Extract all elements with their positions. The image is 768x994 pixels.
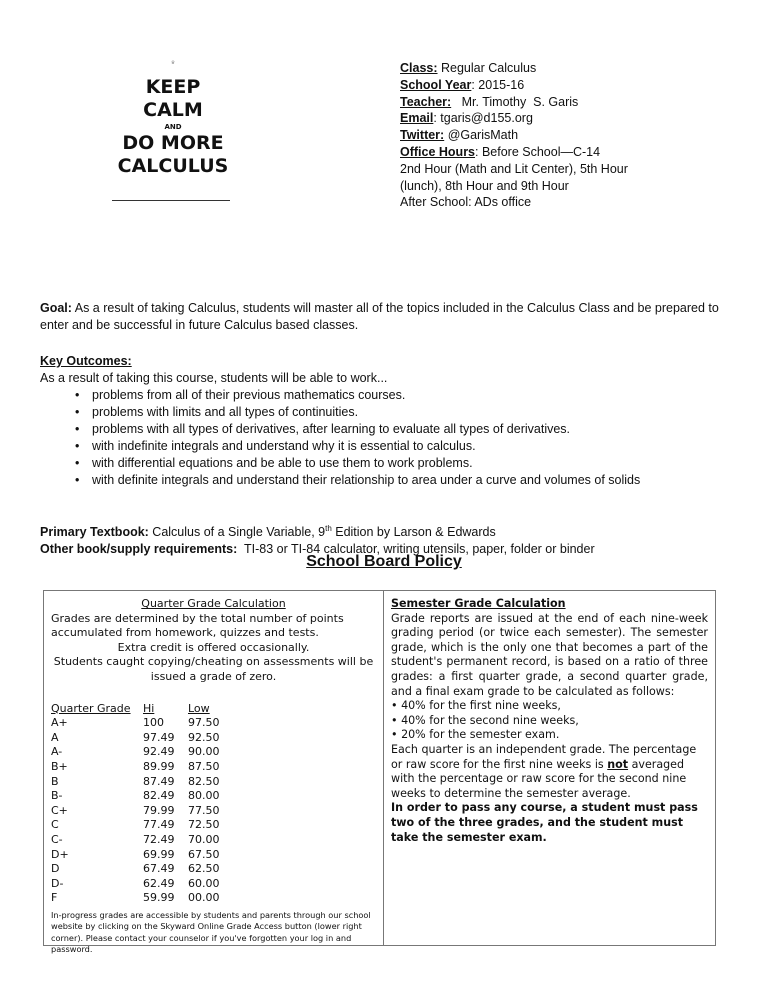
table-cell: 72.49 — [143, 832, 175, 846]
table-cell: D- — [51, 876, 64, 890]
other-label: Other book/supply requirements: — [40, 542, 238, 557]
list-item: • problems with all types of derivatives, after learning to evaluate all types of derivatives. — [75, 421, 740, 438]
keep-calm-logo — [112, 60, 234, 201]
table-cell: A+ — [51, 716, 68, 730]
grade-table — [51, 702, 376, 906]
logo-text: DO MORE — [122, 132, 224, 154]
table-row — [51, 891, 376, 906]
table-row — [51, 760, 376, 775]
table-cell: D — [51, 862, 60, 876]
semester-pass-rule: In order to pass any course, a student must pass two of the three grades, and the student must take the semester exam. — [391, 801, 698, 844]
table-cell: 79.99 — [143, 803, 175, 817]
table-cell: 82.49 — [143, 789, 175, 803]
policy-table — [43, 590, 716, 955]
table-cell: 92.49 — [143, 745, 175, 759]
table-cell: 59.99 — [143, 891, 175, 905]
key-outcomes — [40, 353, 740, 489]
quarter-grade-cell — [44, 591, 384, 955]
teacher-label: Teacher: — [400, 94, 452, 109]
table-cell: C+ — [51, 803, 68, 817]
table-cell: 00.00 — [188, 891, 220, 905]
list-item: • problems from all of their previous mathematics courses. — [75, 387, 740, 404]
table-cell: 62.50 — [188, 862, 220, 876]
class-label: Class: — [400, 61, 438, 75]
quarter-title: Quarter Grade Calculation — [141, 597, 286, 610]
office-hours-line: After School: ADs office — [400, 195, 532, 210]
table-row — [51, 716, 376, 731]
semester-text: averaged with the percentage or raw score for the second nine weeks to determine the semester average. — [391, 757, 687, 800]
table-cell: 97.49 — [143, 730, 175, 744]
other-text: TI-83 or TI-84 calculator, writing utensils, paper, folder or binder — [237, 542, 595, 557]
quarter-text: Students caught copying/cheating on assessments will be issued a grade of zero. — [53, 655, 374, 683]
list-item: • with definite integrals and understand their relationship to area under a curve and volumes of solids — [75, 472, 740, 489]
quarter-text: Grades are determined by the total number of points accumulated from homework, quizzes and tests. — [51, 611, 344, 640]
list-item: • 20% for the semester exam. — [391, 728, 560, 742]
table-cell: 60.00 — [188, 876, 220, 890]
table-row — [51, 789, 376, 804]
class-value: Regular Calculus — [437, 61, 537, 75]
twitter-value: @GarisMath — [444, 128, 519, 143]
table-row — [51, 775, 376, 790]
table-cell: 97.50 — [188, 716, 220, 730]
table-cell: 70.00 — [188, 832, 220, 846]
header-cell: Low — [188, 701, 210, 715]
class-info — [400, 60, 628, 211]
table-cell: B+ — [51, 759, 68, 773]
table-row — [51, 745, 376, 760]
grade-header — [51, 702, 376, 717]
primary-text: Edition by Larson & Edwards — [331, 525, 496, 540]
teacher-value: Mr. Timothy S. Garis — [451, 94, 579, 109]
table-row — [51, 862, 376, 877]
table-cell: D+ — [51, 847, 69, 861]
table-cell: A- — [51, 745, 63, 759]
email-label: Email — [400, 111, 434, 126]
list-item: • 40% for the first nine weeks, — [391, 699, 561, 713]
goal-label: Goal: — [40, 301, 72, 315]
table-cell: B — [51, 774, 59, 788]
crown-icon: ♛ — [170, 60, 176, 66]
table-row — [51, 877, 376, 892]
primary-sup: th — [325, 524, 332, 533]
table-cell: 80.00 — [188, 789, 220, 803]
table-row — [51, 833, 376, 848]
table-cell: 87.49 — [143, 774, 175, 788]
goal-text: As a result of taking Calculus, students will master all of the topics included in the Calculus Class and be prepared to enter and be successful in future Calculus based classes. — [40, 301, 719, 332]
policy-title: School Board Policy — [306, 553, 462, 570]
table-cell: 82.50 — [188, 774, 220, 788]
outcomes-label: Key Outcomes: — [40, 354, 132, 368]
table-cell: 87.50 — [188, 759, 220, 773]
table-cell: 67.50 — [188, 847, 220, 861]
office-hours-line: (lunch), 8th Hour and 9th Hour — [400, 178, 569, 193]
list-item: • with differential equations and be able to use them to work problems. — [75, 455, 740, 472]
table-cell: 92.50 — [188, 730, 220, 744]
semester-text: Grade reports are issued at the end of each nine-week grading period (or twice each semester). The semester grade, which is the only one that becomes a part of the student's permanent record, is based on a ratio of three grades: a first quarter grade, a second quarter grade, and a final exam grade to be calculated as follows: — [391, 611, 708, 698]
table-cell: C- — [51, 832, 63, 846]
year-label: School Year — [400, 77, 472, 92]
header-cell: Hi — [143, 701, 155, 715]
emphasis: not — [607, 757, 629, 771]
quarter-text: Extra credit is offered occasionally. — [117, 640, 310, 654]
office-hours-line: 2nd Hour (Math and Lit Center), 5th Hour — [400, 161, 628, 176]
table-cell: 77.50 — [188, 803, 220, 817]
grade-access-note: In-progress grades are accessible by students and parents through our school website by clicking on the Skyward Online Grade Access button (lower right corner). Please contact your counselor if you've forgotten your log in and password. — [51, 909, 371, 955]
email-value[interactable]: : tgaris@d155.org — [433, 111, 533, 126]
list-item: • 40% for the second nine weeks, — [391, 713, 579, 727]
primary-label: Primary Textbook: — [40, 525, 149, 540]
year-value: : 2015-16 — [471, 77, 525, 92]
table-cell: 90.00 — [188, 745, 220, 759]
divider — [112, 200, 230, 201]
table-cell: 77.49 — [143, 818, 175, 832]
table-cell: F — [51, 891, 58, 905]
list-item: • problems with limits and all types of continuities. — [75, 404, 740, 421]
table-row — [51, 848, 376, 863]
table-cell: C — [51, 818, 59, 832]
header-cell: Quarter Grade — [51, 701, 131, 715]
outcomes-intro: As a result of taking this course, students will be able to work... — [40, 371, 388, 385]
table-cell: B- — [51, 789, 63, 803]
table-row — [51, 818, 376, 833]
semester-text: Each quarter is an independent grade. The percentage or raw score for the first nine weeks is — [391, 742, 697, 771]
office-label: Office Hours — [400, 144, 476, 159]
logo-text: AND — [164, 123, 182, 131]
office-value: : Before School—C-14 — [475, 144, 601, 159]
logo-text: CALM — [143, 99, 203, 121]
goal-section — [40, 300, 730, 334]
table-cell: 72.50 — [188, 818, 220, 832]
table-cell: 69.99 — [143, 847, 175, 861]
table-cell: 100 — [143, 716, 164, 730]
table-cell: 67.49 — [143, 862, 175, 876]
list-item: • with indefinite integrals and understand why it is essential to calculus. — [75, 438, 740, 455]
twitter-label: Twitter: — [400, 128, 445, 143]
table-row — [51, 804, 376, 819]
table-cell: 89.99 — [143, 759, 175, 773]
table-cell: 62.49 — [143, 876, 175, 890]
logo-text: KEEP — [145, 76, 201, 98]
semester-title: Semester Grade Calculation — [391, 597, 566, 610]
primary-text: Calculus of a Single Variable, 9 — [148, 525, 326, 540]
logo-text: CALCULUS — [117, 155, 229, 177]
table-row — [51, 731, 376, 746]
semester-grade-cell — [384, 591, 715, 945]
table-cell: A — [51, 730, 59, 744]
